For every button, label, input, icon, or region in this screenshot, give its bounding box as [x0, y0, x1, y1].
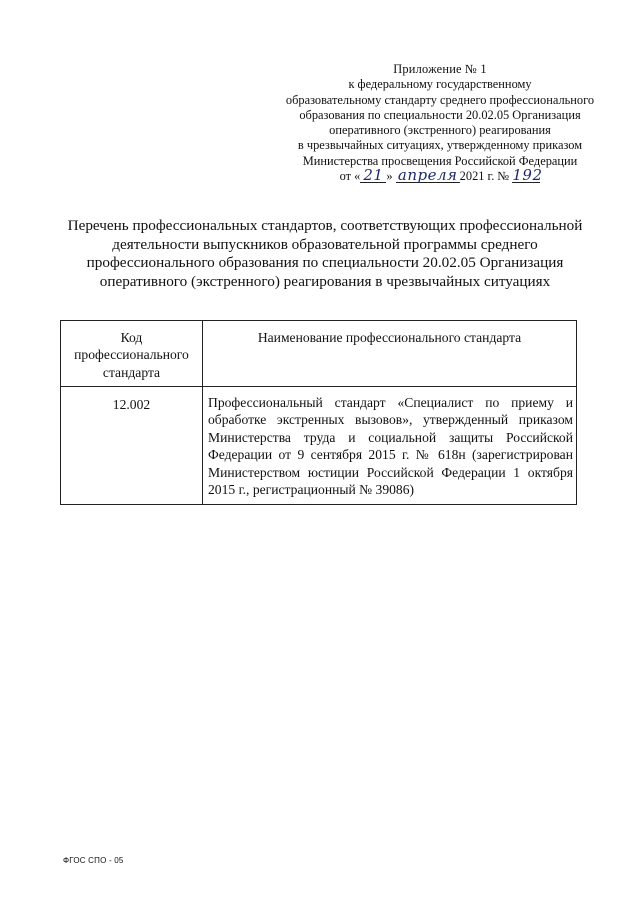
header-code-line: стандарта: [102, 364, 161, 380]
appendix-line: оперативного (экстренного) реагирования: [329, 123, 551, 138]
header-code-line: профессионального: [74, 347, 189, 363]
date-year: 2021 г. №: [459, 169, 510, 184]
handwritten-month: апреля: [396, 169, 460, 183]
table-row: [61, 387, 577, 505]
standard-name-cell: Профессиональный стандарт «Специалист по приему и обработке экстренных вызовов», утвержденный приказом Министерства труда и социальной защиты Российской Федерации от 9 сентября 2015 г. № 618н (зарегистрирован Министерством юстиции Российской Федерации 1 октября 2015 г., регистрационный № 39086): [203, 387, 577, 505]
header-standard-name: Наименование профессионального стандарта: [203, 321, 577, 387]
appendix-line: образования по специальности 20.02.05 Организация: [299, 107, 581, 122]
table-header-row: [61, 321, 577, 387]
title-line: профессионального образования по специальности 20.02.05 Организация: [86, 254, 564, 271]
order-date-line: [270, 166, 610, 185]
title-line: Перечень профессиональных стандартов, соответствующих профессиональной: [67, 217, 583, 234]
appendix-line: образовательному стандарту среднего профессионального: [285, 92, 595, 107]
header-code: [61, 321, 203, 387]
title-line: оперативного (экстренного) реагирования в чрезвычайных ситуациях: [99, 272, 551, 290]
appendix-line: в чрезвычайных ситуациях, утвержденному приказом: [297, 138, 583, 153]
appendix-title: Приложение № 1: [393, 62, 487, 76]
header-code-line: Код: [120, 330, 143, 345]
date-prefix: от «: [339, 169, 361, 184]
document-title: [60, 217, 590, 291]
handwritten-day: 21: [360, 169, 386, 183]
standards-table: [60, 320, 577, 505]
footer-code: ФГОС СПО - 05: [63, 856, 124, 865]
appendix-line: Министерства просвещения Российской Федерации: [302, 153, 578, 168]
appendix-header: [270, 62, 610, 184]
standard-code-cell: 12.002: [61, 387, 203, 505]
appendix-line: к федеральному государственному: [348, 77, 532, 92]
handwritten-order-number: 192: [512, 166, 543, 185]
title-line: деятельности выпускников образовательной программы среднего: [112, 235, 538, 253]
date-quote-close: »: [386, 169, 393, 184]
